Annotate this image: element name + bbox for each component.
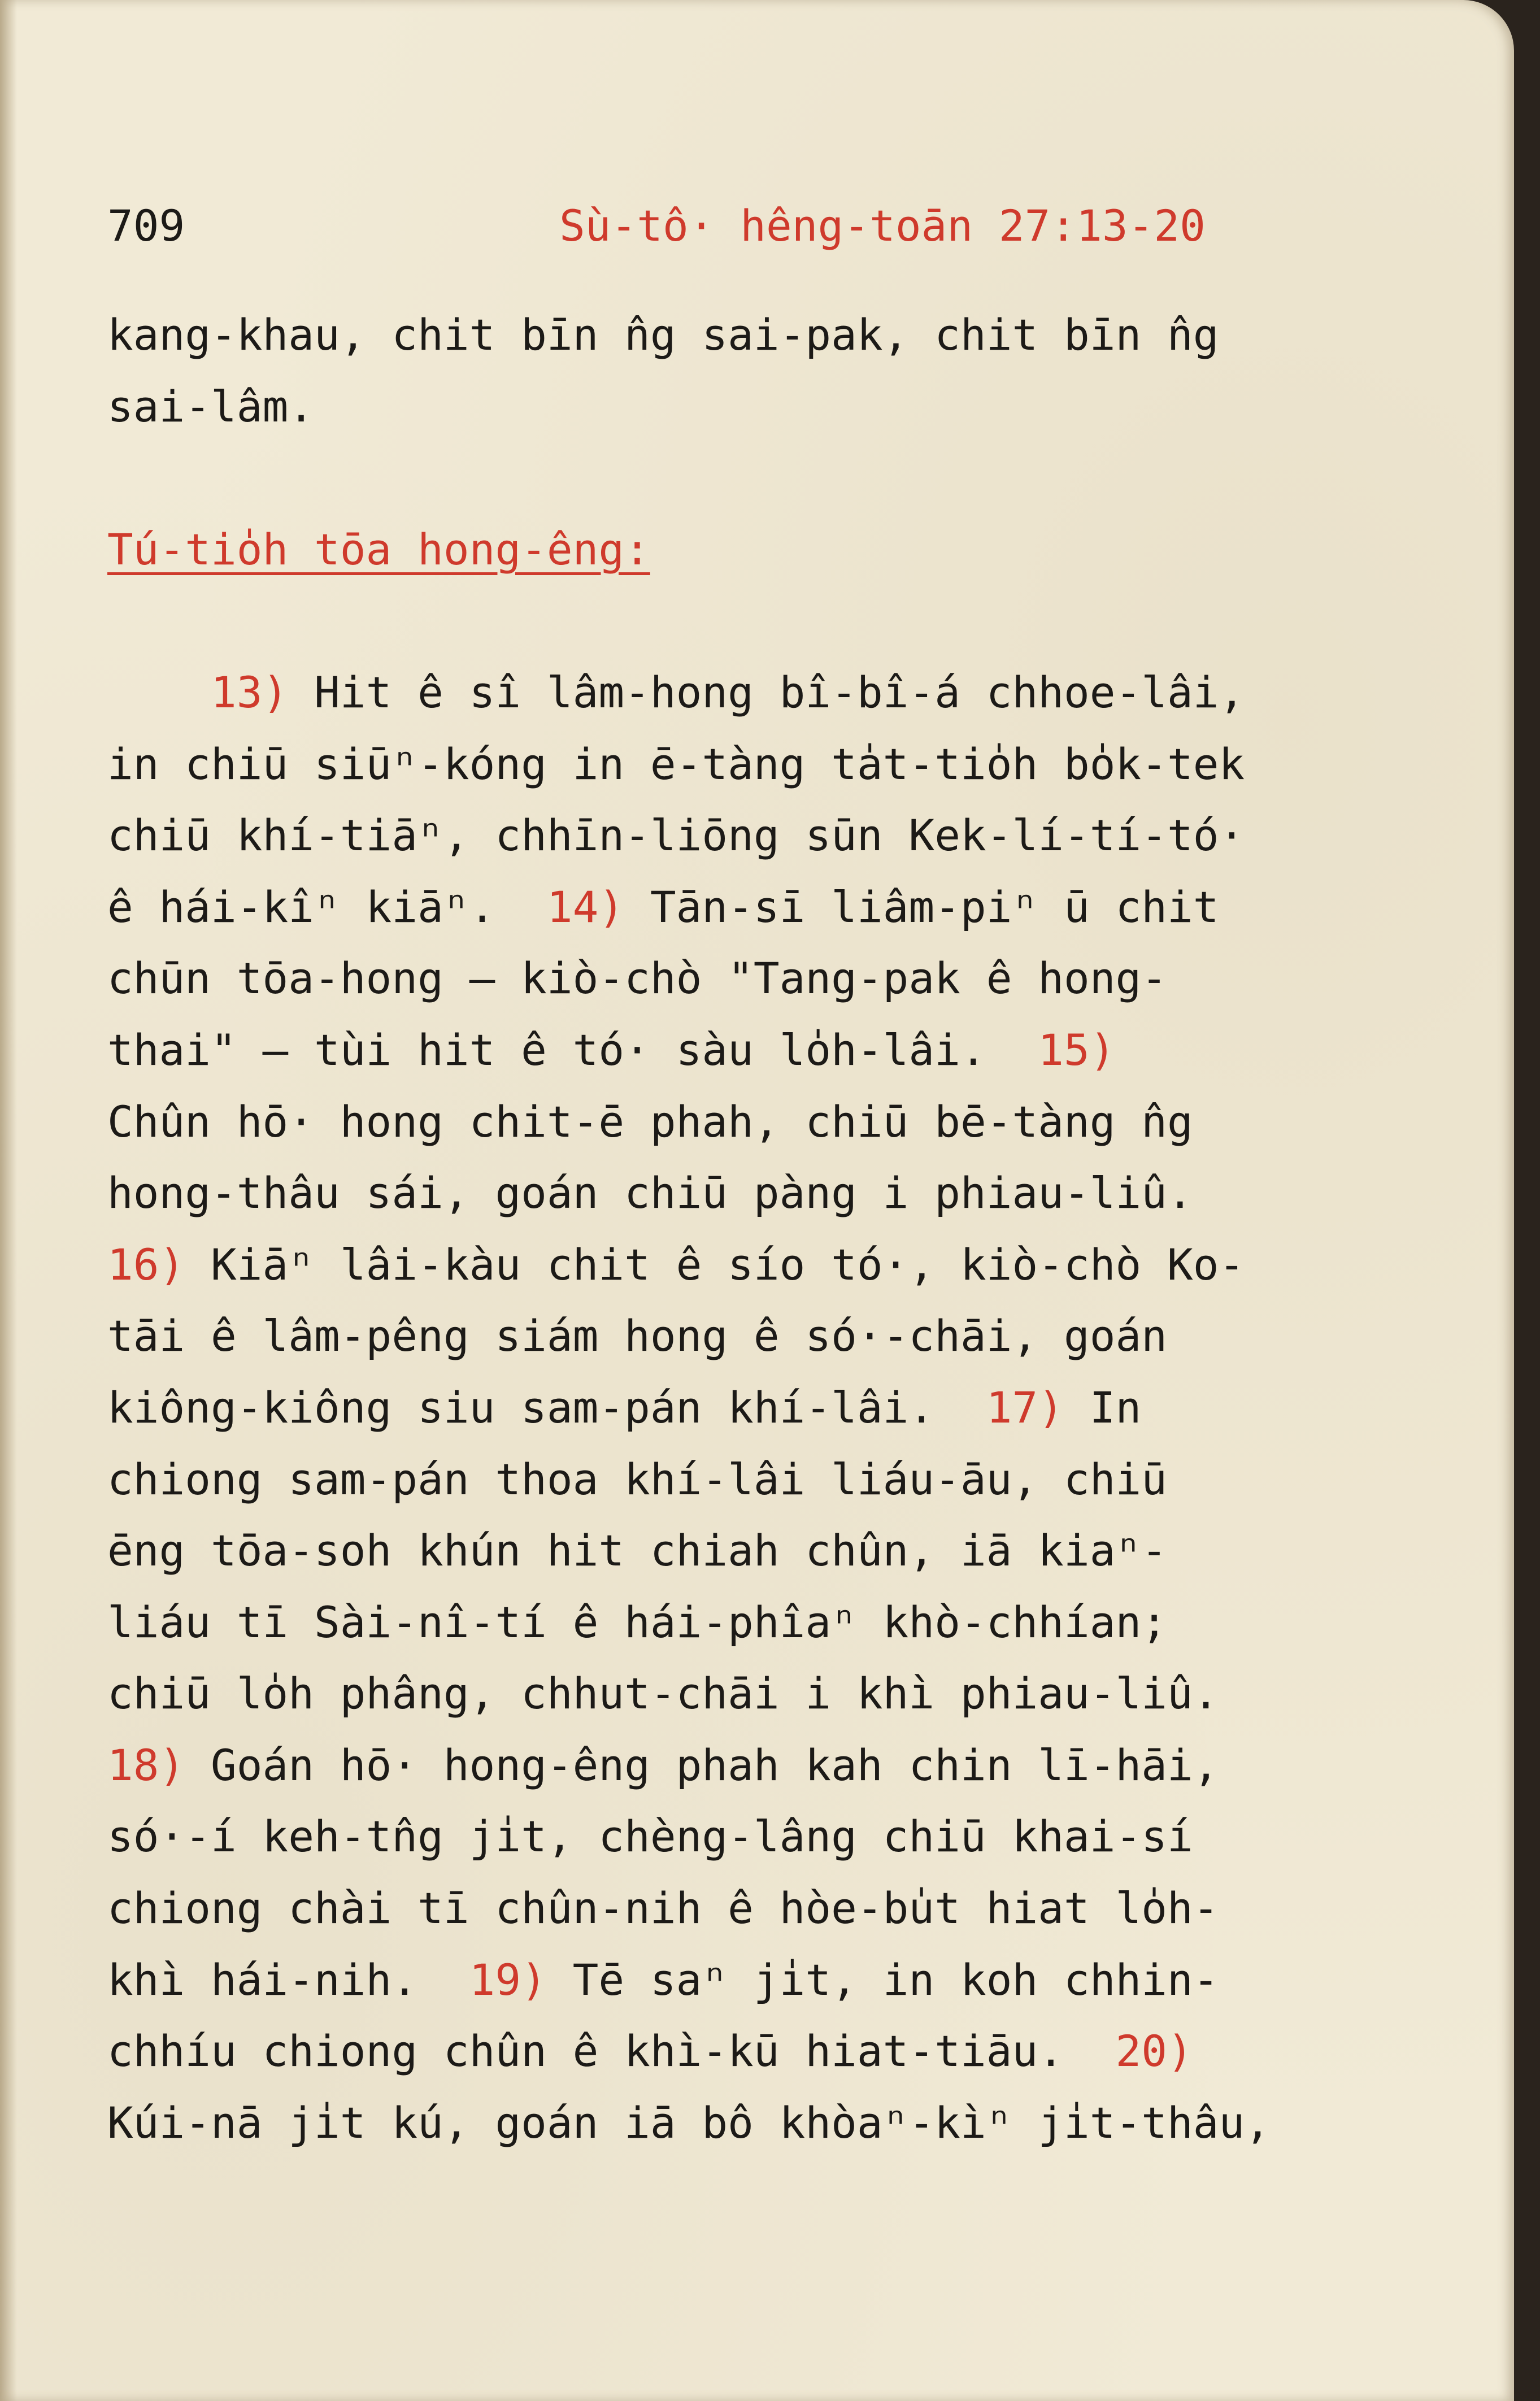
text-segment: chiū lo̍h phâng, chhut-chāi i khì phiau-liû. (107, 1668, 1219, 1719)
verse-number: 15) (1038, 1024, 1116, 1075)
text-line (107, 1587, 1407, 1659)
text-line (107, 1444, 1407, 1516)
text-line (107, 1945, 1407, 2016)
text-line (107, 1372, 1407, 1444)
text-segment: Hit ê sî lâm-hong bî-bî-á chhoe-lâi, (288, 667, 1245, 717)
text-segment: Tān-sī liâm-piⁿ ū chit (624, 881, 1219, 932)
text-line (107, 1015, 1407, 1086)
text-segment: ēng tōa-soh khún hit chiah chûn, iā kiaⁿ- (107, 1525, 1167, 1576)
text-segment: kang-khau, chit bīn n̂g sai-pak, chit bīn n̂g (107, 310, 1219, 360)
page-number: 709 (107, 201, 185, 251)
text-line (107, 1730, 1407, 1802)
text-line (107, 1158, 1407, 1229)
text-segment: khì hái-nih. (107, 1954, 469, 2005)
verse-number: 16) (107, 1239, 185, 1290)
text-block (107, 201, 1407, 2148)
text-segment: Tē saⁿ ji̍t, in koh chhin- (546, 1954, 1219, 2005)
text-segment: Goán hō· hong-êng phah kah chin lī-hāi, (185, 1739, 1219, 1790)
verse-number: 20) (1115, 2026, 1193, 2077)
text-line (107, 943, 1407, 1015)
text-segment (107, 667, 211, 717)
section-heading (107, 514, 1407, 586)
text-segment: Chûn hō· hong chit-ē phah, chiū bē-tàng n̂g (107, 1096, 1193, 1147)
running-head: Sù-tô· hêng-toān 27:13-20 (559, 201, 1206, 251)
text-line (107, 657, 1407, 729)
text-line (107, 1229, 1407, 1301)
text-segment: chiong sam-pán thoa khí-lâi liáu-āu, chiū (107, 1454, 1167, 1504)
text-line (107, 1086, 1407, 1158)
text-line (107, 872, 1407, 943)
text-segment: liáu tī Sài-nî-tí ê hái-phîaⁿ khò-chhían; (107, 1597, 1167, 1647)
text-line (107, 1515, 1407, 1587)
text-segment: Kúi-nā ji̍t kú, goán iā bô khòaⁿ-kìⁿ ji̍t-thâu, (107, 2097, 1271, 2148)
section-heading-text: Tú-tio̍h tōa hong-êng: (107, 524, 650, 575)
text-segment: chiū khí-tiāⁿ, chhīn-liōng sūn Kek-lí-tí-tó· (107, 810, 1245, 861)
text-segment: só·-í keh-tn̂g ji̍t, chèng-lâng chiū khai-sí (107, 1811, 1193, 1862)
text-line (107, 1873, 1407, 1945)
text-segment: thai" — tùi hit ê tó· sàu lo̍h-lâi. (107, 1024, 1038, 1075)
text-segment: sai-lâm. (107, 381, 315, 432)
text-segment: In (1063, 1382, 1142, 1433)
page-header (107, 201, 1407, 251)
text-line (107, 442, 1407, 514)
text-line (107, 729, 1407, 801)
text-line (107, 2087, 1407, 2159)
verse-number: 13) (211, 667, 289, 717)
verse-number: 18) (107, 1739, 185, 1790)
text-segment: kiông-kiông siu sam-pán khí-lâi. (107, 1382, 986, 1433)
text-segment: chiong chài tī chûn-nih ê hòe-bu̍t hiat lo̍h- (107, 1883, 1219, 1934)
verse-number: 19) (469, 1954, 547, 2005)
verse-number: 17) (986, 1382, 1064, 1433)
text-line (107, 371, 1407, 443)
text-line (107, 1801, 1407, 1873)
text-segment: hong-thâu sái, goán chiū pàng i phiau-liû. (107, 1168, 1193, 1219)
text-line (107, 299, 1407, 371)
text-segment: tāi ê lâm-pêng siám hong ê só·-chāi, goán (107, 1311, 1167, 1362)
text-segment: chūn tōa-hong — kiò-chò "Tang-pak ê hong- (107, 953, 1167, 1004)
text-line (107, 585, 1407, 657)
body-text (107, 299, 1407, 2159)
text-segment: in chiū siūⁿ-kóng in ē-tàng ta̍t-tio̍h bo̍k-tek (107, 738, 1245, 789)
text-segment: Kiāⁿ lâi-kàu chit ê sío tó·, kiò-chò Ko- (185, 1239, 1245, 1290)
page-spine-shadow (0, 0, 17, 2401)
text-line (107, 1658, 1407, 1730)
verse-number: 14) (546, 881, 625, 932)
text-line (107, 1300, 1407, 1372)
text-line (107, 800, 1407, 872)
text-segment: chhíu chiong chûn ê khì-kū hiat-tiāu. (107, 2026, 1116, 2077)
text-segment: ê hái-kîⁿ kiāⁿ. (107, 881, 547, 932)
text-line (107, 2016, 1407, 2087)
